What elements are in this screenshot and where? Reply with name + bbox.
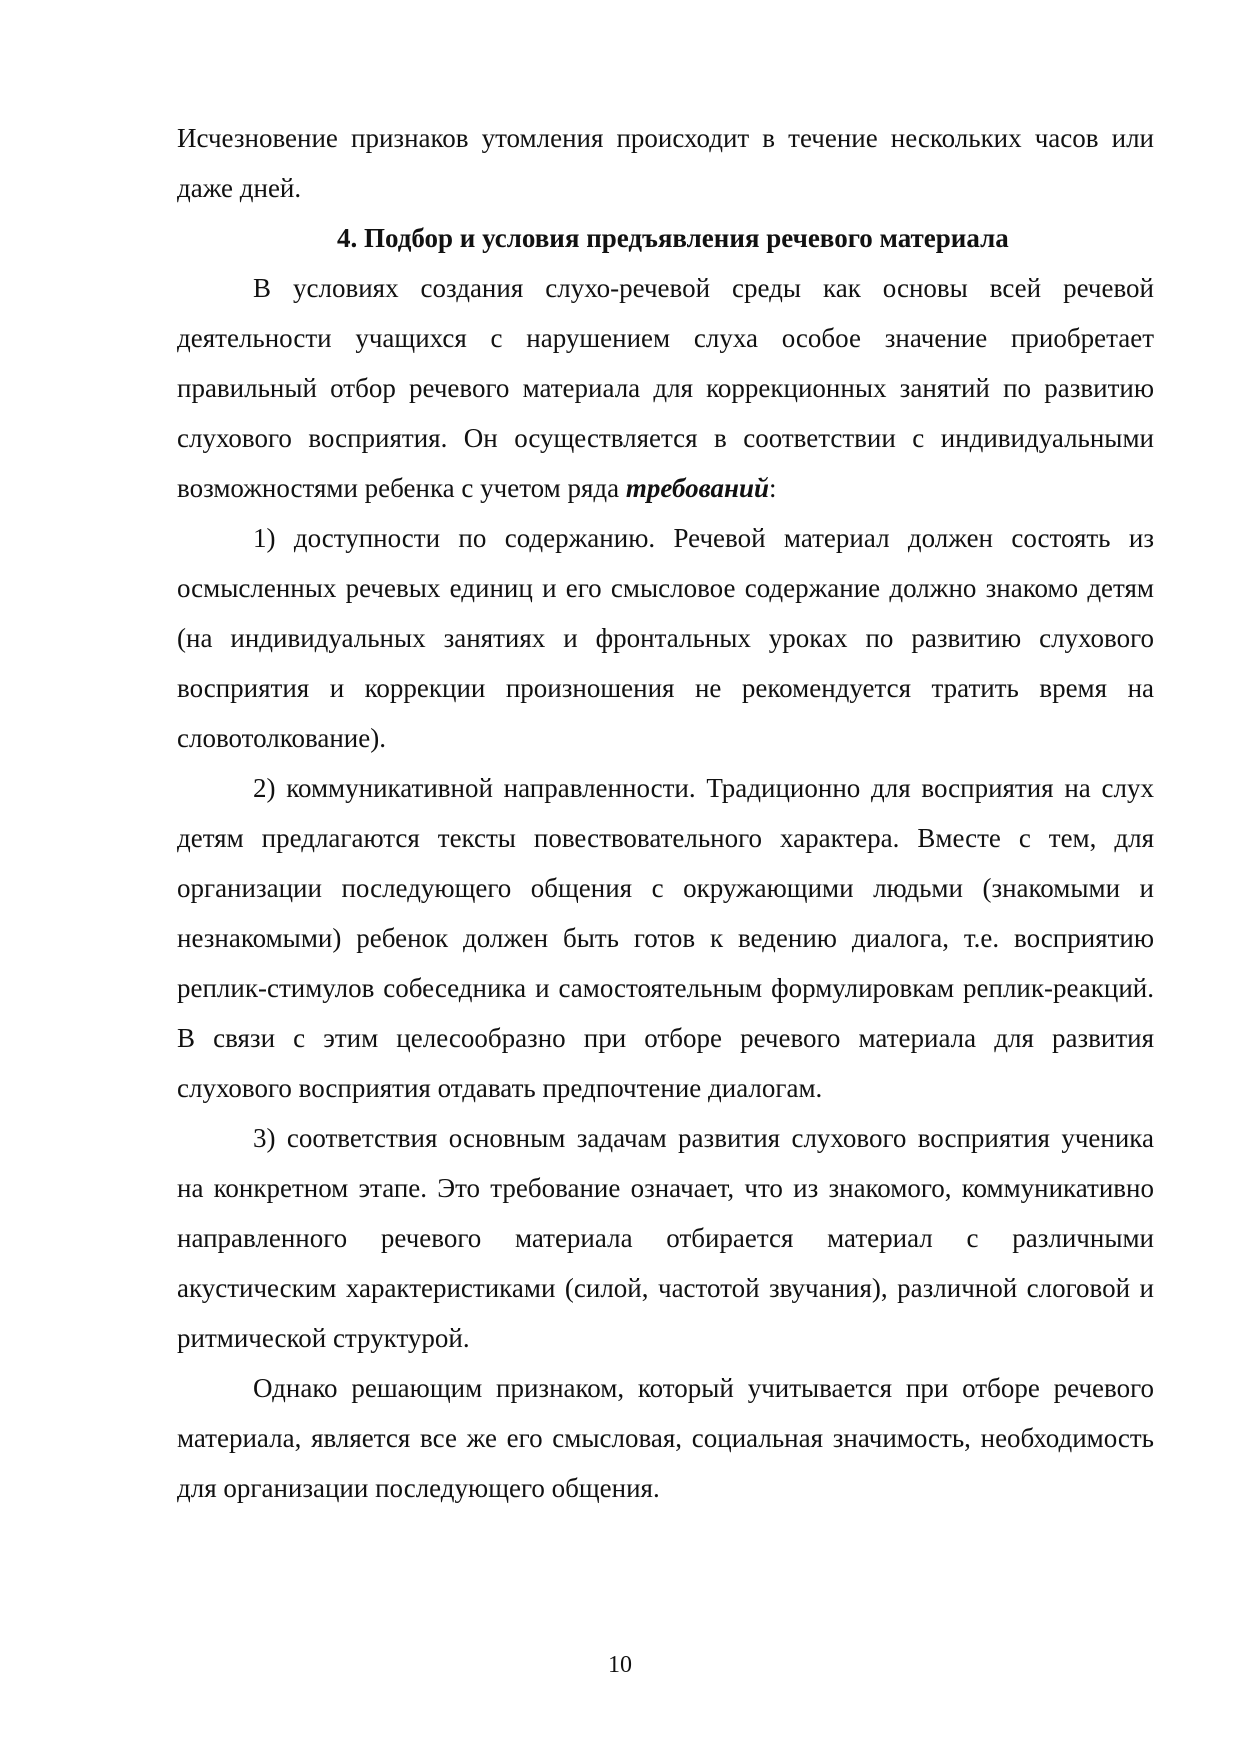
text-block: [177, 113, 1154, 1513]
intro-colon: :: [769, 473, 777, 503]
intro-text: В условиях создания слухо-речевой среды как основы всей речевой деятельности учащихся с нарушением слуха особое значение приобретает правильный отбор речевого материала для коррекционных занятий по развитию слухового восприятия. Он осуществляется в соответствии с индивидуальными возможностями ребенка с учетом ряда: [177, 273, 1154, 503]
continuation-paragraph: Исчезновение признаков утомления происходит в течение нескольких часов или даже дней.: [177, 123, 1154, 203]
section-heading: 4. Подбор и условия предъявления речевого материала: [337, 223, 1009, 253]
page-number: 10: [608, 1652, 632, 1678]
requirement-item-1: 1) доступности по содержанию. Речевой материал должен состоять из осмысленных речевых единиц и его смысловое содержание должно знакомо детям (на индивидуальных занятиях и фронтальных уроках по развитию слухового восприятия и коррекции произношения не рекомендуется тратить время на словотолкование).: [177, 523, 1154, 753]
closing-paragraph: Однако решающим признаком, который учитывается при отборе речевого материала, является все же его смысловая, социальная значимость, необходимость для организации последующего общения.: [177, 1373, 1154, 1503]
requirement-item-2: 2) коммуникативной направленности. Традиционно для восприятия на слух детям предлагаются тексты повествовательного характера. Вместе с тем, для организации последующего общения с окружающими людьми (знакомыми и незнакомыми) ребенок должен быть готов к ведению диалога, т.е. восприятию реплик-стимулов собеседника и самостоятельным формулировкам реплик-реакций. В связи с этим целесообразно при отборе речевого материала для развития слухового восприятия отдавать предпочтение диалогам.: [177, 773, 1154, 1103]
requirements-emphasis: требований: [625, 473, 770, 503]
intro-paragraph: [177, 263, 1154, 513]
requirement-item-3: 3) соответствия основным задачам развития слухового восприятия ученика на конкретном этапе. Это требование означает, что из знакомого, коммуникативно направленного речевого материала отбирается материал с различными акустическим характеристиками (силой, частотой звучания), различной слоговой и ритмической структурой.: [177, 1123, 1154, 1353]
